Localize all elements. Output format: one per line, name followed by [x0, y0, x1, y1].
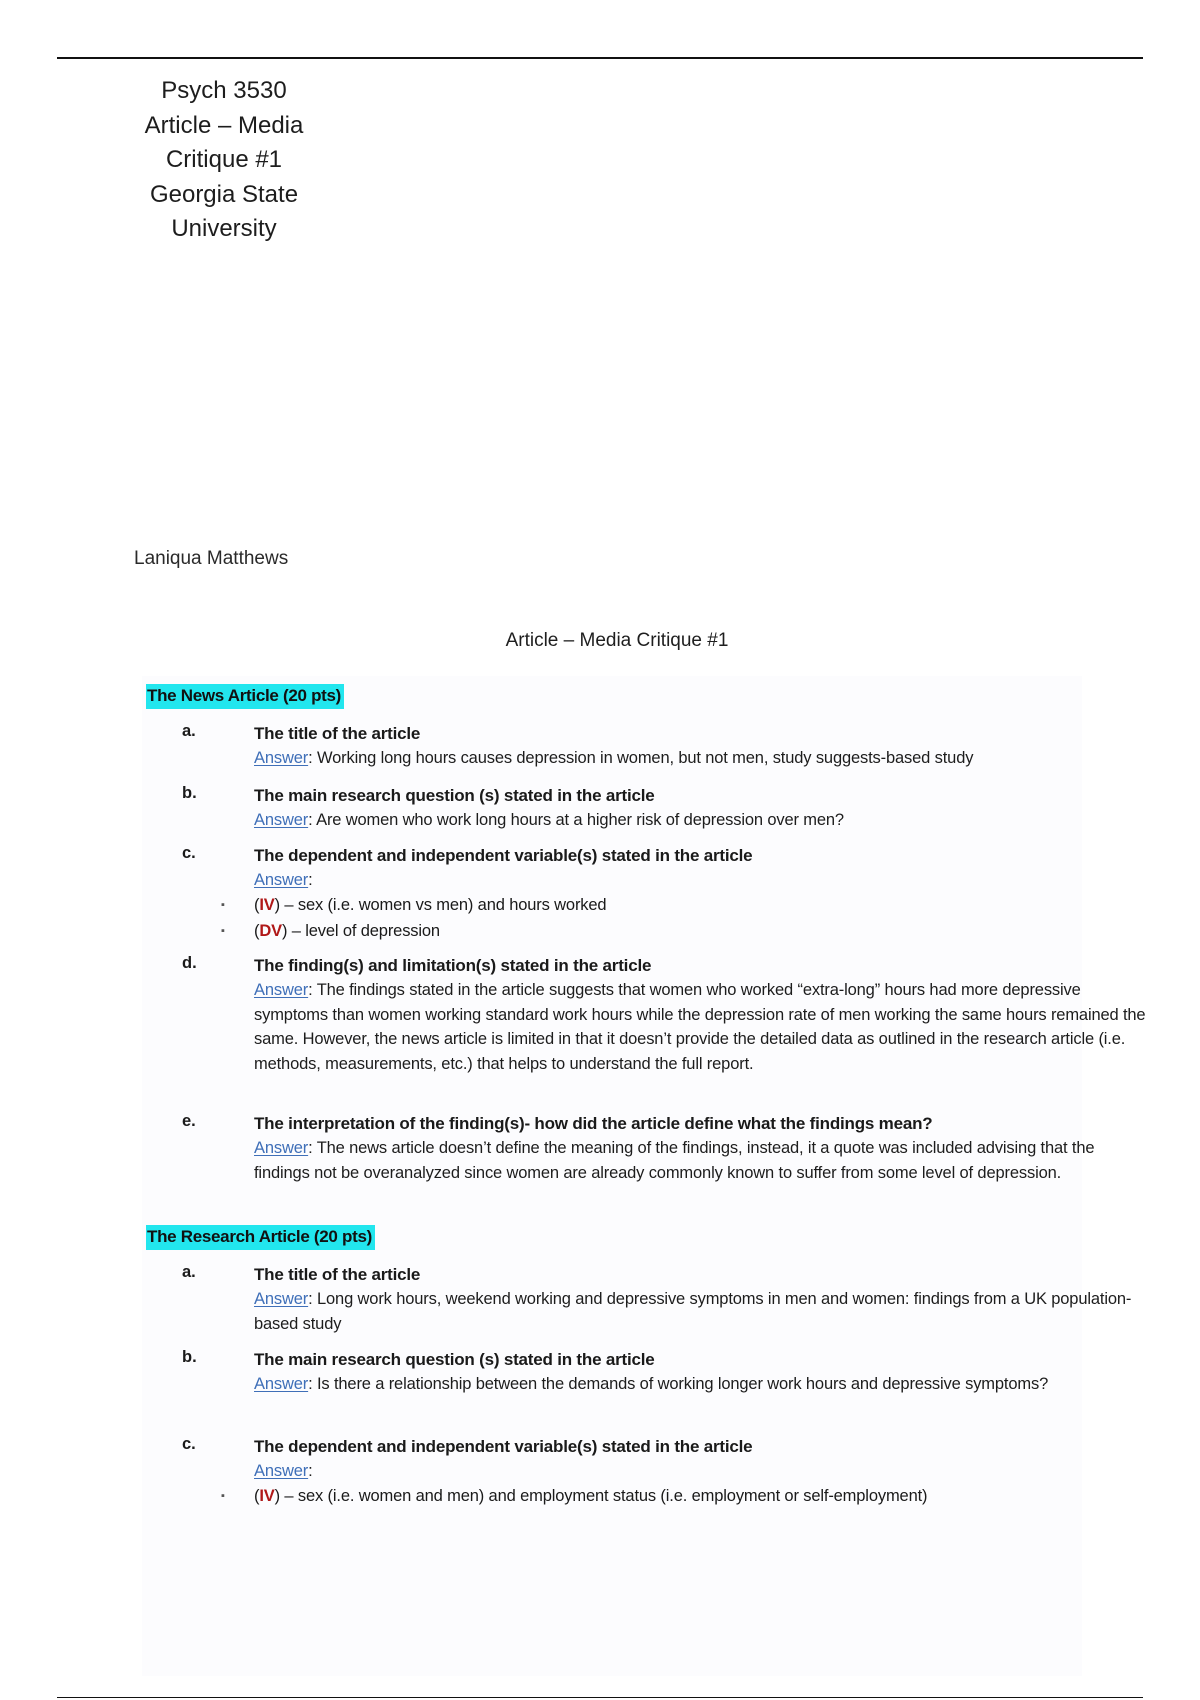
item-letter: a. — [182, 1263, 196, 1281]
item-question: The main research question (s) stated in the article — [254, 1350, 655, 1369]
variable-item: ▪ (DV) – level of depression — [182, 918, 1182, 944]
item-letter: b. — [182, 784, 197, 802]
variable-tag: IV — [259, 1487, 275, 1505]
item-question: The finding(s) and limitation(s) stated in the article — [254, 956, 652, 975]
item-answer — [254, 1287, 1154, 1336]
cover-school-line-1: Georgia State — [149, 180, 299, 208]
answer-label: Answer — [254, 871, 309, 889]
section-heading: The Research Article (20 pts) — [146, 1225, 375, 1250]
answer-label: Answer — [254, 1462, 309, 1480]
answer-text: : The findings stated in the article suggests that women who worked “extra-long” hours had more depressive symptoms than women working standard work hours while the depression rate of men working the same hours remained the same. However, the news article is limited in that it doesn’t provide the detailed data as outlined in the research article (i.e. methods, measurements, etc.) that helps to understand the full report. — [254, 981, 1146, 1073]
item-question: The title of the article — [254, 1265, 421, 1284]
document-title: Article – Media Critique #1 — [505, 630, 729, 651]
item-answer — [254, 1459, 1154, 1484]
answer-text: : The news article doesn’t define the meaning of the findings, instead, it a quote was included advising that the findings not be overanalyzed since women are already commonly known to suffer from some level of depression. — [254, 1139, 1095, 1182]
bullet-icon: ▪ — [221, 925, 225, 937]
cover-assignment-line-1: Article – Media — [144, 111, 304, 139]
cover-course: Psych 3530 — [161, 77, 287, 104]
item-answer — [254, 746, 1154, 771]
item-letter: b. — [182, 1348, 197, 1366]
item-letter: c. — [182, 844, 196, 862]
item-question: The dependent and independent variable(s) stated in the article — [254, 1437, 753, 1456]
variable-text: ) – sex (i.e. women and men) and employment status (i.e. employment or self-employment) — [274, 1487, 928, 1505]
answer-text: : Working long hours causes depression in women, but not men, study suggests-based study — [308, 749, 974, 767]
top-rule — [57, 57, 1143, 59]
answer-text: : Are women who work long hours at a higher risk of depression over men? — [308, 811, 844, 829]
variable-list — [182, 892, 1182, 944]
item-answer — [254, 978, 1154, 1076]
item-question: The main research question (s) stated in the article — [254, 786, 655, 805]
cover-block — [124, 74, 324, 247]
section-news-article — [146, 684, 1186, 1182]
variable-text: ) – level of depression — [281, 922, 440, 940]
variable-list — [182, 1483, 1182, 1509]
item-question: The title of the article — [254, 724, 421, 743]
bullet-icon: ▪ — [221, 899, 225, 911]
answer-label: Answer — [254, 811, 309, 829]
variable-tag: IV — [259, 896, 275, 914]
cover-assignment-line-2: Critique #1 — [165, 146, 283, 173]
answer-label: Answer — [254, 1139, 309, 1157]
variable-tag: DV — [259, 922, 282, 940]
item-question: The dependent and independent variable(s) stated in the article — [254, 846, 753, 865]
variable-item: ▪ (IV) – sex (i.e. women vs men) and hours worked — [182, 892, 1182, 918]
item-answer — [254, 868, 1154, 893]
item-answer — [254, 808, 1154, 833]
item-answer — [254, 1372, 1154, 1397]
item-letter: a. — [182, 722, 196, 740]
bullet-icon: ▪ — [221, 1490, 225, 1502]
answer-label: Answer — [254, 749, 309, 767]
item-question: The interpretation of the finding(s)- how did the article define what the findings mean? — [254, 1114, 933, 1133]
variable-text: ) – sex (i.e. women vs men) and hours worked — [274, 896, 607, 914]
answer-text: : — [308, 1462, 313, 1480]
answer-text: : Long work hours, weekend working and depressive symptoms in men and women: findings from a UK population-based study — [254, 1290, 1132, 1333]
author-name: Laniqua Matthews — [134, 548, 289, 569]
answer-label: Answer — [254, 981, 309, 999]
answer-label: Answer — [254, 1290, 309, 1308]
item-answer — [254, 1136, 1154, 1185]
section-research-article — [146, 1225, 1186, 1505]
item-letter: d. — [182, 954, 197, 972]
answer-text: : — [308, 871, 313, 889]
answer-text: : Is there a relationship between the demands of working longer work hours and depressive symptoms? — [308, 1375, 1049, 1393]
variable-item: ▪ (IV) – sex (i.e. women and men) and employment status (i.e. employment or self-employment) — [182, 1483, 1182, 1509]
bottom-rule — [57, 1697, 1143, 1698]
section-heading: The News Article (20 pts) — [146, 684, 344, 709]
item-letter: e. — [182, 1112, 196, 1130]
item-letter: c. — [182, 1435, 196, 1453]
cover-school-line-2: University — [171, 215, 277, 242]
answer-label: Answer — [254, 1375, 309, 1393]
